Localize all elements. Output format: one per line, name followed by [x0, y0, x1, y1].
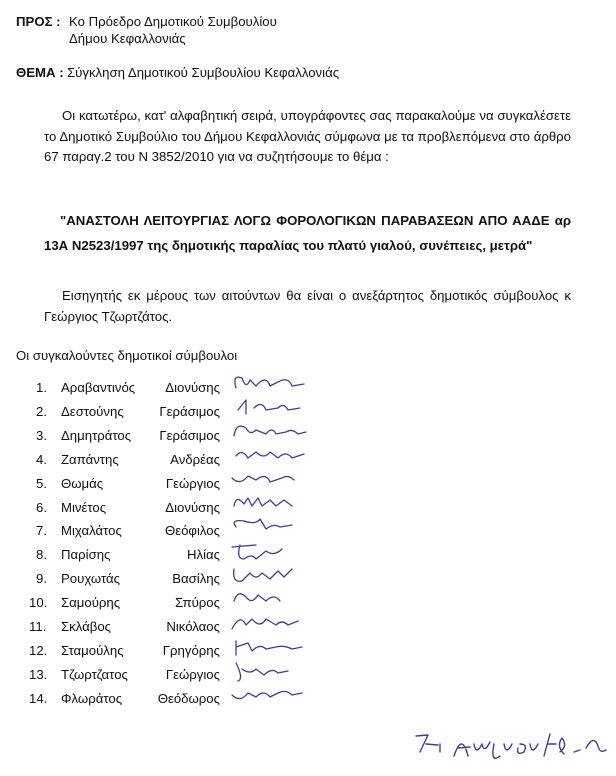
signature-mark	[226, 635, 326, 661]
signer-surname: Σταμούλης	[61, 642, 124, 658]
signer-number: 8.	[36, 547, 47, 563]
signature-mark	[226, 515, 326, 541]
signer-surname: Τζωρτζατος	[61, 666, 128, 682]
intro-paragraph: Οι κατωτέρω, κατ' αλφαβητική σειρά, υπογράφοντες σας παρακαλούμε να συγκαλέσετε το Δημοτικό Συμβούλιο του Δήμου Κεφαλλονιάς σύμφωνα με τα προβλεπόμενα στο άρθρο 67 παραγ.2 του Ν 3852/2010 για να συζητήσουμε το θέμα :	[44, 108, 571, 164]
signer-surname: Σκλάβος	[61, 619, 112, 634]
signer-given-name: Διονύσης	[165, 499, 220, 515]
signer-surname: Μινέτος	[61, 499, 107, 515]
signer-given-name: Σπύρος	[174, 595, 220, 611]
signer-number: 1.	[36, 380, 47, 395]
signer-surname: Θωμάς	[61, 475, 104, 491]
signer-surname: Αραβαντινός	[61, 380, 136, 395]
signature-mark	[226, 539, 326, 565]
signature-mark	[226, 683, 326, 709]
signature-mark	[226, 396, 326, 422]
signer-given-name: Γεώργιος	[165, 666, 220, 682]
recipient-line-2: Δήμου Κεφαλλονιάς	[69, 31, 186, 46]
meeting-topic: "ΑΝΑΣΤΟΛΗ ΛΕΙΤΟΥΡΓΙΑΣ ΛΟΓΩ ΦΟΡΟΛΟΓΙΚΩΝ ΠΑΡΑΒΑΣΕΩΝ ΑΠΟ ΑΑΔΕ αρ 13Α Ν2523/1997 της δημοτικής παραλίας του πλατύ γιαλού, συνέπειες, μετρά"	[44, 213, 571, 253]
signer-surname: Μιχαλάτος	[61, 523, 122, 539]
signer-number: 10.	[29, 595, 48, 611]
signature-mark	[226, 420, 326, 446]
signer-number: 6.	[36, 499, 47, 515]
signer-number: 9.	[36, 571, 47, 587]
signer-surname: Σαμούρης	[61, 595, 121, 611]
signature-mark	[226, 563, 326, 589]
signer-surname: Ρουχωτάς	[61, 571, 121, 587]
signer-surname: Παρίσης	[61, 547, 111, 563]
signature-mark	[226, 492, 326, 518]
signer-number: 12.	[29, 642, 48, 658]
signature-mark	[226, 587, 326, 613]
signer-number: 5.	[36, 475, 47, 491]
signer-number: 3.	[36, 427, 47, 443]
recipient-line-1: Κο Πρόεδρο Δημοτικού Συμβουλίου	[69, 14, 277, 29]
signature-mark	[226, 468, 326, 494]
signer-number: 14.	[29, 690, 48, 706]
signature-mark	[226, 372, 326, 398]
signer-surname: Δημητράτος	[61, 427, 132, 443]
signer-given-name: Γεώργιος	[165, 475, 220, 491]
signer-given-name: Θεόφιλος	[164, 523, 220, 539]
signature-mark	[226, 444, 326, 470]
signer-given-name: Θεόδωρος	[157, 690, 220, 706]
subject-label: ΘΕΜΑ :	[16, 65, 64, 80]
subject-text: Σύγκληση Δημοτικού Συμβουλίου Κεφαλλονιάς	[67, 65, 340, 80]
signature-mark	[226, 659, 326, 685]
handwritten-date	[410, 722, 614, 772]
signer-number: 2.	[36, 403, 47, 419]
signers-heading: Οι συγκαλούντες δημοτικοί σύμβουλοι	[16, 348, 238, 363]
signer-given-name: Βασίλης	[172, 571, 220, 587]
signer-given-name: Γρηγόρης	[162, 642, 220, 658]
signer-given-name: Ηλίας	[186, 547, 220, 563]
signer-surname: Δεστούνης	[61, 403, 124, 419]
signer-number: 4.	[36, 451, 47, 467]
signer-given-name: Διονύσης	[165, 380, 220, 395]
signer-given-name: Γεράσιμος	[159, 427, 220, 443]
signer-surname: Ζαπάντης	[61, 451, 119, 467]
signer-number: 7.	[36, 523, 47, 539]
signer-number: 13.	[29, 666, 48, 682]
signature-mark	[226, 611, 326, 637]
signer-given-name: Νικόλαος	[166, 619, 220, 634]
signer-given-name: Γεράσιμος	[159, 403, 220, 419]
signer-surname: Φλωράτος	[61, 690, 123, 706]
signer-row	[0, 691, 600, 715]
rapporteur-paragraph: Εισηγητής εκ μέρους των αιτούντων θα είναι ο ανεξάρτητος δημοτικός σύμβουλος κ Γεώργιος Τζωρτζάτος.	[44, 288, 571, 324]
signer-number: 11.	[29, 619, 47, 634]
signer-given-name: Ανδρέας	[170, 451, 220, 467]
to-label: ΠΡΟΣ :	[16, 14, 61, 29]
